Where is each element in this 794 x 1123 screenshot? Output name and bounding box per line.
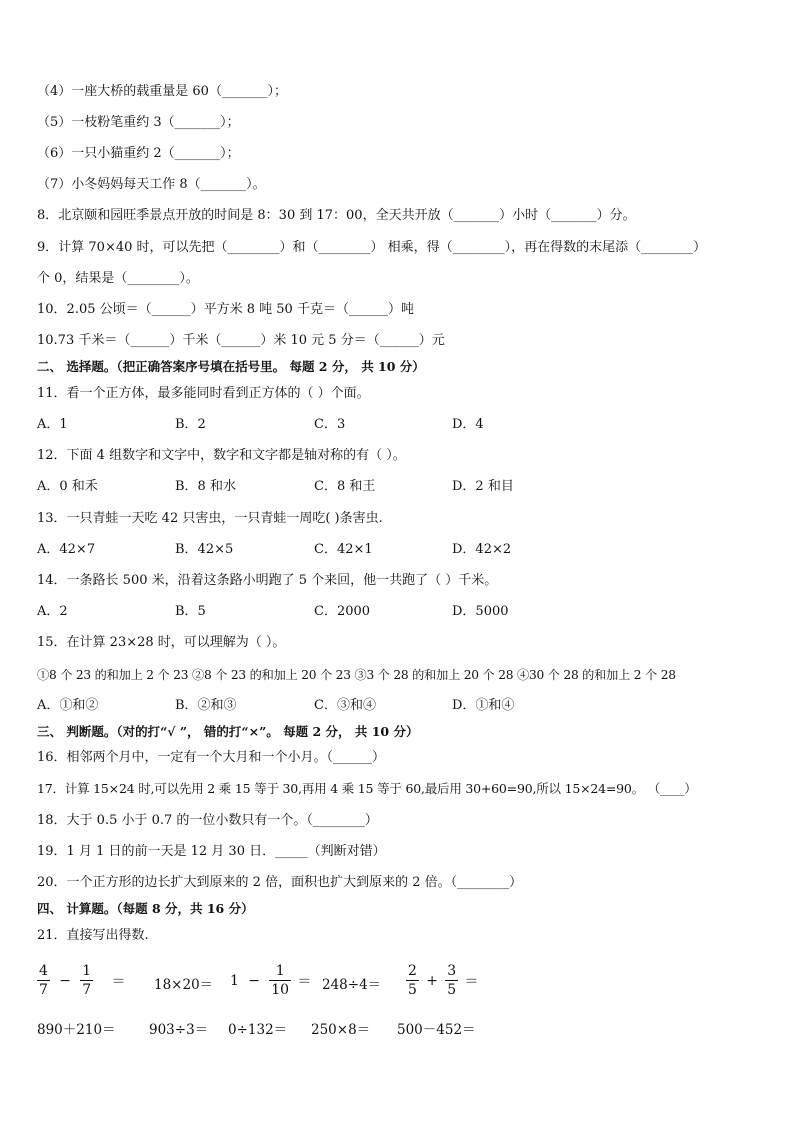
q11-option-a: A．1 — [37, 417, 68, 432]
calc-fraction-subtract: $\frac{4}{7}$ − $\frac{1}{7}$ ＝ — [39, 963, 126, 998]
question-8: 8．北京颐和园旺季景点开放的时间是 8：30 到 17：00，全天共开放（_______）小时（_______）分。 — [37, 208, 636, 223]
question-19: 19．1 月 1 日的前一天是 12 月 30 日．_____（判断对错） — [37, 844, 386, 859]
q13-option-c: C．42×1 — [314, 542, 373, 557]
blank-4: （4）一座大桥的载重量是 60（_______）； — [37, 84, 287, 99]
question-9-line2: 个 0，结果是（________）。 — [37, 271, 199, 286]
fraction: $\frac{3}{5}$ — [447, 963, 457, 998]
blank-5: （5）一枝粉笔重约 3（_______）； — [37, 115, 240, 130]
q15-option-a: A．①和② — [37, 698, 99, 713]
question-13: 13．一只青蛙一天吃 42 只害虫，一只青蛙一周吃( )条害虫. — [37, 511, 383, 526]
q13-option-d: D．42×2 — [452, 542, 512, 557]
calc-multiply: 18×20＝ — [154, 977, 214, 993]
q15-option-d: D．①和④ — [452, 698, 515, 713]
q13-option-b: B．42×5 — [175, 542, 234, 557]
fraction: $\frac{2}{5}$ — [408, 963, 417, 998]
question-15: 15．在计算 23×28 时，可以理解为（ ）。 — [37, 635, 286, 650]
q14-option-c: C．2000 — [314, 604, 371, 619]
q11-option-d: D．4 — [452, 417, 484, 432]
q14-option-a: A．2 — [37, 604, 68, 619]
blank-6: （6）一只小猫重约 2（_______）； — [37, 146, 240, 161]
section-2-heading: 二、 选择题。（把正确答案序号填在括号里。 每题 2 分， 共 10 分） — [37, 359, 425, 374]
question-20: 20．一个正方形的边长扩大到原来的 2 倍，面积也扩大到原来的 2 倍。（________） — [37, 875, 523, 890]
question-16: 16．相邻两个月中，一定有一个大月和一个小月。（______） — [37, 750, 386, 765]
question-12: 12．下面 4 组数字和文字中，数字和文字都是轴对称的有（ ）。 — [37, 448, 406, 463]
question-10-line1: 10．2.05 公顷＝（______）平方米 8 吨 50 千克＝（______）吨 — [37, 302, 414, 317]
q11-option-b: B．2 — [175, 417, 206, 432]
fraction: $\frac{4}{7}$ — [39, 963, 48, 998]
q15-option-c: C．③和④ — [314, 698, 376, 713]
question-17: 17．计算 15×24 时,可以先用 2 乘 15 等于 30,再用 4 乘 15 等于 60,最后用 30+60=90,所以 15×24=90。 （____） — [37, 781, 697, 796]
question-14: 14．一条路长 500 米，沿着这条路小明跑了 5 个来回，他一共跑了（ ）千米。 — [37, 573, 498, 588]
q13-option-a: A．42×7 — [37, 542, 96, 557]
q14-option-b: B．5 — [175, 604, 206, 619]
section-3-heading: 三、 判断题。（对的打“√ ”， 错的打“×”。 每题 2 分， 共 10 分） — [37, 724, 419, 739]
calc-multiply-2: 250×8＝ — [311, 1022, 371, 1038]
question-10-line2: 10.73 千米＝（______）千米（______）米 10 元 5 分＝（______）元 — [37, 333, 445, 348]
calc-divide-2: 903÷3＝ — [149, 1022, 209, 1038]
question-15-statements: ①8 个 23 的和加上 2 个 23 ②8 个 23 的和加上 20 个 23 ③3 个 28 的和加上 20 个 28 ④30 个 28 的和加上 2 个 28 — [37, 668, 676, 682]
q12-option-a: A．0 和禾 — [37, 479, 98, 494]
q14-option-d: D．5000 — [452, 604, 509, 619]
q12-option-b: B．8 和水 — [175, 479, 236, 494]
q15-option-b: B．②和③ — [175, 698, 237, 713]
section-4-heading: 四、 计算题。（每题 8 分，共 16 分） — [37, 901, 254, 916]
calc-divide: 248÷4＝ — [322, 977, 382, 993]
fraction: $\frac{1}{10}$ — [271, 963, 290, 998]
q12-option-c: C．8 和王 — [314, 479, 376, 494]
fraction: $\frac{1}{7}$ — [82, 963, 92, 998]
calc-add: 890＋210＝ — [37, 1022, 116, 1038]
question-9-line1: 9．计算 70×40 时，可以先把（________）和（________） 相乘，得（________），再在得数的末尾添（________） — [37, 240, 707, 255]
blank-7: （7）小冬妈妈每天工作 8（_______）。 — [37, 177, 266, 192]
question-21: 21．直接写出得数. — [37, 928, 149, 943]
calc-divide-zero: 0÷132＝ — [228, 1022, 288, 1038]
calc-one-minus-fraction: 1 − $\frac{1}{10}$ ＝ — [230, 963, 312, 998]
calc-fraction-add: $\frac{2}{5}$ + $\frac{3}{5}$ ＝ — [408, 963, 479, 998]
question-11: 11．看一个正方体，最多能同时看到正方体的（ ）个面。 — [37, 386, 370, 401]
calc-subtract: 500－452＝ — [397, 1022, 476, 1038]
q11-option-c: C．3 — [314, 417, 346, 432]
q12-option-d: D．2 和目 — [452, 479, 514, 494]
question-18: 18．大于 0.5 小于 0.7 的一位小数只有一个。（________） — [37, 813, 378, 828]
